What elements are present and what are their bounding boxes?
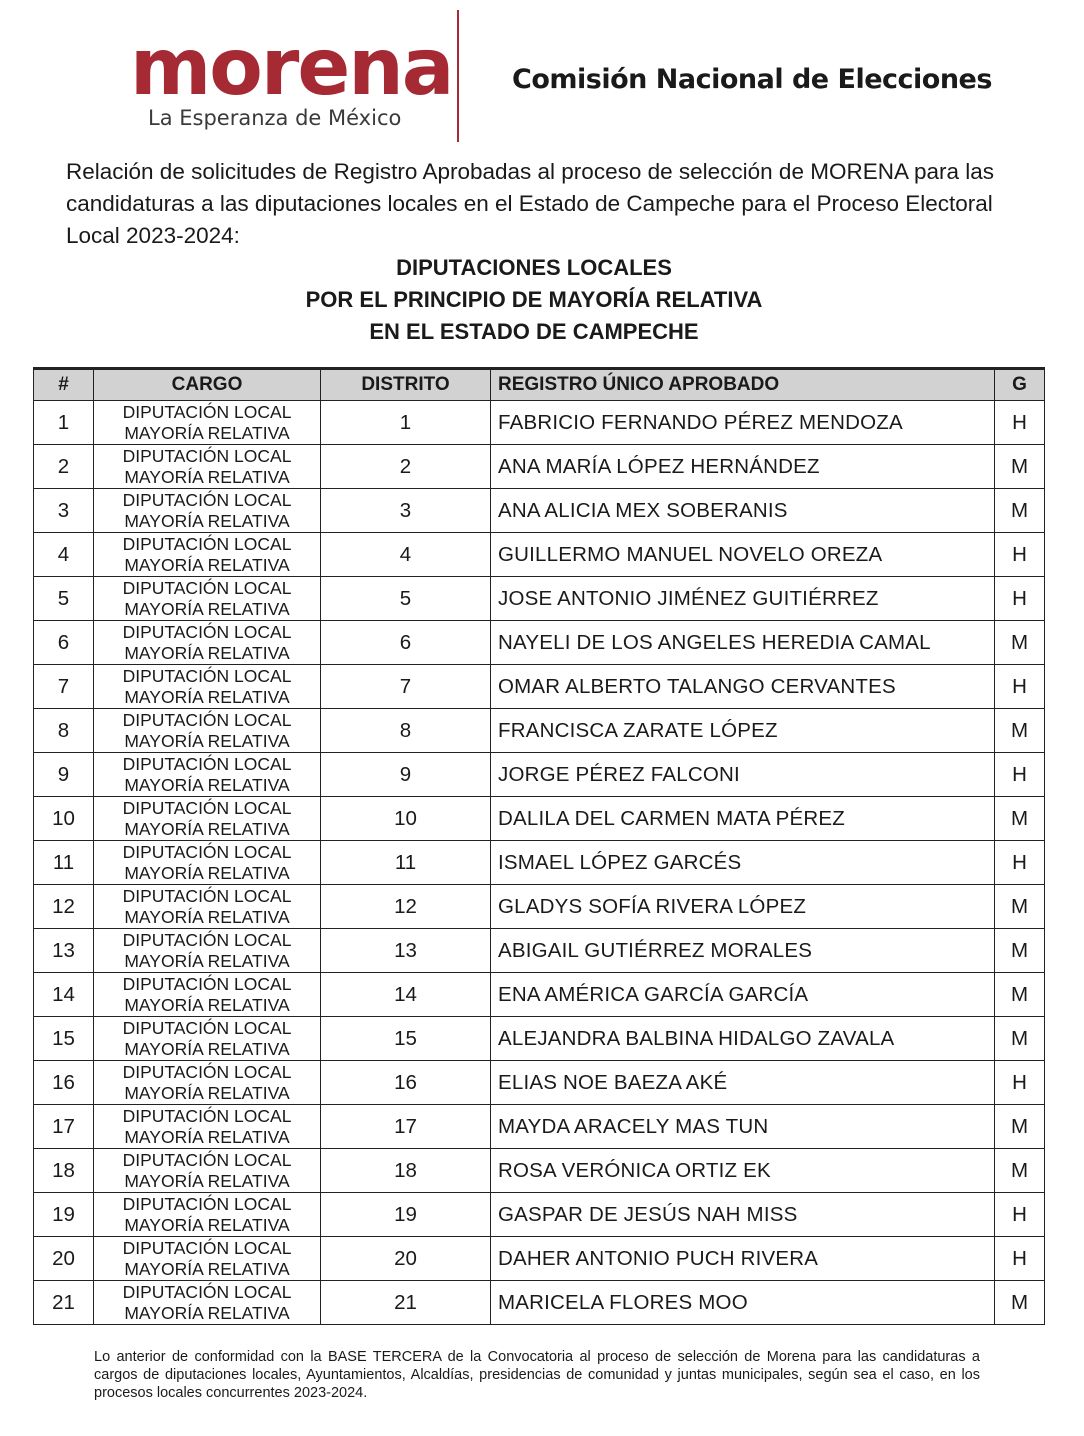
row-cargo bbox=[94, 577, 321, 621]
row-cargo-line-2: MAYORÍA RELATIVA bbox=[124, 642, 290, 663]
row-cargo-line-2: MAYORÍA RELATIVA bbox=[124, 950, 290, 971]
row-gender: H bbox=[995, 1237, 1045, 1281]
row-cargo bbox=[94, 841, 321, 885]
row-gender: H bbox=[995, 1193, 1045, 1237]
table-row bbox=[34, 1281, 1045, 1325]
row-candidate-name: JORGE PÉREZ FALCONI bbox=[491, 753, 995, 797]
table-row bbox=[34, 1237, 1045, 1281]
row-cargo-line-2: MAYORÍA RELATIVA bbox=[124, 466, 290, 487]
row-cargo bbox=[94, 489, 321, 533]
row-cargo bbox=[94, 445, 321, 489]
row-number: 2 bbox=[34, 445, 94, 489]
candidates-table bbox=[33, 367, 1045, 1325]
row-number: 17 bbox=[34, 1105, 94, 1149]
row-candidate-name: OMAR ALBERTO TALANGO CERVANTES bbox=[491, 665, 995, 709]
header-distrito: DISTRITO bbox=[321, 369, 491, 401]
row-gender: H bbox=[995, 753, 1045, 797]
table-row bbox=[34, 577, 1045, 621]
row-cargo bbox=[94, 709, 321, 753]
table-body bbox=[34, 401, 1045, 1325]
row-distrito: 9 bbox=[321, 753, 491, 797]
row-candidate-name: NAYELI DE LOS ANGELES HEREDIA CAMAL bbox=[491, 621, 995, 665]
row-distrito: 11 bbox=[321, 841, 491, 885]
row-cargo-line-1: DIPUTACIÓN LOCAL bbox=[122, 1061, 292, 1082]
row-candidate-name: ABIGAIL GUTIÉRREZ MORALES bbox=[491, 929, 995, 973]
row-gender: M bbox=[995, 1281, 1045, 1325]
header-g: G bbox=[995, 369, 1045, 401]
row-number: 20 bbox=[34, 1237, 94, 1281]
row-cargo bbox=[94, 797, 321, 841]
row-cargo bbox=[94, 753, 321, 797]
row-cargo-line-2: MAYORÍA RELATIVA bbox=[124, 598, 290, 619]
row-cargo-line-1: DIPUTACIÓN LOCAL bbox=[122, 797, 292, 818]
row-distrito: 2 bbox=[321, 445, 491, 489]
row-candidate-name: ELIAS NOE BAEZA AKÉ bbox=[491, 1061, 995, 1105]
row-distrito: 20 bbox=[321, 1237, 491, 1281]
row-candidate-name: MARICELA FLORES MOO bbox=[491, 1281, 995, 1325]
morena-logo: morena bbox=[130, 23, 453, 113]
row-distrito: 1 bbox=[321, 401, 491, 445]
row-cargo-line-1: DIPUTACIÓN LOCAL bbox=[122, 841, 292, 862]
header-cargo: CARGO bbox=[94, 369, 321, 401]
row-gender: H bbox=[995, 533, 1045, 577]
row-cargo-line-2: MAYORÍA RELATIVA bbox=[124, 730, 290, 751]
row-gender: M bbox=[995, 797, 1045, 841]
row-gender: H bbox=[995, 1061, 1045, 1105]
row-gender: M bbox=[995, 929, 1045, 973]
row-cargo-line-1: DIPUTACIÓN LOCAL bbox=[122, 929, 292, 950]
row-gender: M bbox=[995, 621, 1045, 665]
logo-tagline: La Esperanza de México bbox=[148, 106, 402, 130]
row-candidate-name: DAHER ANTONIO PUCH RIVERA bbox=[491, 1237, 995, 1281]
table-row bbox=[34, 1105, 1045, 1149]
row-cargo-line-1: DIPUTACIÓN LOCAL bbox=[122, 533, 292, 554]
row-cargo-line-2: MAYORÍA RELATIVA bbox=[124, 1214, 290, 1235]
table-row bbox=[34, 709, 1045, 753]
title-line-2: POR EL PRINCIPIO DE MAYORÍA RELATIVA bbox=[305, 287, 763, 312]
row-cargo-line-1: DIPUTACIÓN LOCAL bbox=[122, 445, 292, 466]
document-header bbox=[0, 0, 1084, 150]
header-num: # bbox=[34, 369, 94, 401]
row-cargo-line-1: DIPUTACIÓN LOCAL bbox=[122, 577, 292, 598]
row-gender: M bbox=[995, 709, 1045, 753]
row-cargo bbox=[94, 665, 321, 709]
row-candidate-name: MAYDA ARACELY MAS TUN bbox=[491, 1105, 995, 1149]
row-distrito: 8 bbox=[321, 709, 491, 753]
row-number: 9 bbox=[34, 753, 94, 797]
row-candidate-name: ROSA VERÓNICA ORTIZ EK bbox=[491, 1149, 995, 1193]
title-line-1: DIPUTACIONES LOCALES bbox=[396, 255, 672, 280]
row-cargo-line-1: DIPUTACIÓN LOCAL bbox=[122, 973, 292, 994]
table-row bbox=[34, 489, 1045, 533]
table-row bbox=[34, 973, 1045, 1017]
commission-title: Comisión Nacional de Elecciones bbox=[512, 64, 992, 95]
table-row bbox=[34, 401, 1045, 445]
table-row bbox=[34, 797, 1045, 841]
row-gender: M bbox=[995, 1105, 1045, 1149]
row-cargo-line-2: MAYORÍA RELATIVA bbox=[124, 1082, 290, 1103]
row-number: 19 bbox=[34, 1193, 94, 1237]
row-number: 11 bbox=[34, 841, 94, 885]
row-candidate-name: ISMAEL LÓPEZ GARCÉS bbox=[491, 841, 995, 885]
row-cargo-line-2: MAYORÍA RELATIVA bbox=[124, 1302, 290, 1323]
row-distrito: 10 bbox=[321, 797, 491, 841]
row-cargo bbox=[94, 973, 321, 1017]
row-cargo-line-1: DIPUTACIÓN LOCAL bbox=[122, 1017, 292, 1038]
row-cargo bbox=[94, 533, 321, 577]
row-cargo-line-1: DIPUTACIÓN LOCAL bbox=[122, 665, 292, 686]
row-cargo bbox=[94, 1281, 321, 1325]
row-cargo-line-2: MAYORÍA RELATIVA bbox=[124, 1126, 290, 1147]
row-number: 13 bbox=[34, 929, 94, 973]
row-cargo-line-1: DIPUTACIÓN LOCAL bbox=[122, 1105, 292, 1126]
table-row bbox=[34, 1017, 1045, 1061]
row-candidate-name: JOSE ANTONIO JIMÉNEZ GUITIÉRREZ bbox=[491, 577, 995, 621]
row-distrito: 6 bbox=[321, 621, 491, 665]
row-cargo-line-2: MAYORÍA RELATIVA bbox=[124, 1258, 290, 1279]
table-row bbox=[34, 841, 1045, 885]
document-titles bbox=[0, 252, 1068, 348]
row-number: 3 bbox=[34, 489, 94, 533]
row-cargo bbox=[94, 1061, 321, 1105]
row-cargo-line-2: MAYORÍA RELATIVA bbox=[124, 554, 290, 575]
row-cargo-line-2: MAYORÍA RELATIVA bbox=[124, 994, 290, 1015]
row-number: 8 bbox=[34, 709, 94, 753]
row-gender: M bbox=[995, 885, 1045, 929]
table-row bbox=[34, 885, 1045, 929]
row-gender: H bbox=[995, 401, 1045, 445]
row-cargo bbox=[94, 621, 321, 665]
row-cargo-line-2: MAYORÍA RELATIVA bbox=[124, 774, 290, 795]
table-row bbox=[34, 445, 1045, 489]
table-row bbox=[34, 621, 1045, 665]
row-number: 4 bbox=[34, 533, 94, 577]
row-distrito: 19 bbox=[321, 1193, 491, 1237]
table-row bbox=[34, 533, 1045, 577]
row-number: 16 bbox=[34, 1061, 94, 1105]
row-candidate-name: FRANCISCA ZARATE LÓPEZ bbox=[491, 709, 995, 753]
row-number: 10 bbox=[34, 797, 94, 841]
row-distrito: 13 bbox=[321, 929, 491, 973]
row-number: 14 bbox=[34, 973, 94, 1017]
row-number: 12 bbox=[34, 885, 94, 929]
footer-note: Lo anterior de conformidad con la BASE TERCERA de la Convocatoria al proceso de selección de Morena para las candidaturas a cargos de diputaciones locales, Ayuntamientos, Alcaldías, presidencias de comunidad y juntas municipales, según sea el caso, en los procesos locales concurrentes 2023-2024. bbox=[94, 1349, 980, 1401]
row-distrito: 5 bbox=[321, 577, 491, 621]
row-number: 18 bbox=[34, 1149, 94, 1193]
row-distrito: 7 bbox=[321, 665, 491, 709]
intro-paragraph: Relación de solicitudes de Registro Aprobadas al proceso de selección de MORENA para las candidaturas a las diputaciones locales en el Estado de Campeche para el Proceso Electoral Local 2023-2024: bbox=[66, 159, 995, 248]
row-cargo bbox=[94, 401, 321, 445]
row-candidate-name: ENA AMÉRICA GARCÍA GARCÍA bbox=[491, 973, 995, 1017]
row-candidate-name: ANA ALICIA MEX SOBERANIS bbox=[491, 489, 995, 533]
row-gender: H bbox=[995, 841, 1045, 885]
row-distrito: 17 bbox=[321, 1105, 491, 1149]
table-row bbox=[34, 1193, 1045, 1237]
row-cargo-line-1: DIPUTACIÓN LOCAL bbox=[122, 753, 292, 774]
row-cargo bbox=[94, 1017, 321, 1061]
row-cargo-line-2: MAYORÍA RELATIVA bbox=[124, 422, 290, 443]
row-cargo bbox=[94, 929, 321, 973]
row-gender: M bbox=[995, 445, 1045, 489]
row-candidate-name: GASPAR DE JESÚS NAH MISS bbox=[491, 1193, 995, 1237]
row-number: 6 bbox=[34, 621, 94, 665]
row-number: 1 bbox=[34, 401, 94, 445]
row-cargo-line-1: DIPUTACIÓN LOCAL bbox=[122, 401, 292, 422]
row-number: 15 bbox=[34, 1017, 94, 1061]
row-candidate-name: GUILLERMO MANUEL NOVELO OREZA bbox=[491, 533, 995, 577]
row-distrito: 3 bbox=[321, 489, 491, 533]
row-cargo-line-1: DIPUTACIÓN LOCAL bbox=[122, 1193, 292, 1214]
row-gender: H bbox=[995, 665, 1045, 709]
title-line-3: EN EL ESTADO DE CAMPECHE bbox=[369, 319, 699, 344]
row-candidate-name: ALEJANDRA BALBINA HIDALGO ZAVALA bbox=[491, 1017, 995, 1061]
table-row bbox=[34, 1149, 1045, 1193]
row-gender: M bbox=[995, 1149, 1045, 1193]
row-number: 7 bbox=[34, 665, 94, 709]
row-distrito: 4 bbox=[321, 533, 491, 577]
row-number: 21 bbox=[34, 1281, 94, 1325]
table-row bbox=[34, 1061, 1045, 1105]
table-row bbox=[34, 665, 1045, 709]
row-cargo bbox=[94, 1149, 321, 1193]
row-candidate-name: GLADYS SOFÍA RIVERA LÓPEZ bbox=[491, 885, 995, 929]
row-cargo-line-1: DIPUTACIÓN LOCAL bbox=[122, 1237, 292, 1258]
row-distrito: 15 bbox=[321, 1017, 491, 1061]
row-cargo bbox=[94, 1193, 321, 1237]
row-gender: M bbox=[995, 973, 1045, 1017]
row-cargo bbox=[94, 885, 321, 929]
row-distrito: 14 bbox=[321, 973, 491, 1017]
row-distrito: 21 bbox=[321, 1281, 491, 1325]
row-cargo-line-2: MAYORÍA RELATIVA bbox=[124, 1038, 290, 1059]
row-distrito: 12 bbox=[321, 885, 491, 929]
row-gender: H bbox=[995, 577, 1045, 621]
row-cargo-line-2: MAYORÍA RELATIVA bbox=[124, 1170, 290, 1191]
row-candidate-name: DALILA DEL CARMEN MATA PÉREZ bbox=[491, 797, 995, 841]
table-header-row bbox=[34, 369, 1045, 401]
row-cargo-line-1: DIPUTACIÓN LOCAL bbox=[122, 621, 292, 642]
row-candidate-name: FABRICIO FERNANDO PÉREZ MENDOZA bbox=[491, 401, 995, 445]
row-cargo-line-1: DIPUTACIÓN LOCAL bbox=[122, 1281, 292, 1302]
row-cargo-line-1: DIPUTACIÓN LOCAL bbox=[122, 489, 292, 510]
row-distrito: 18 bbox=[321, 1149, 491, 1193]
row-gender: M bbox=[995, 1017, 1045, 1061]
row-number: 5 bbox=[34, 577, 94, 621]
row-cargo bbox=[94, 1105, 321, 1149]
row-cargo-line-2: MAYORÍA RELATIVA bbox=[124, 510, 290, 531]
row-cargo-line-2: MAYORÍA RELATIVA bbox=[124, 686, 290, 707]
row-cargo-line-2: MAYORÍA RELATIVA bbox=[124, 862, 290, 883]
row-gender: M bbox=[995, 489, 1045, 533]
table-row bbox=[34, 929, 1045, 973]
header-registro: REGISTRO ÚNICO APROBADO bbox=[491, 369, 995, 401]
row-cargo-line-2: MAYORÍA RELATIVA bbox=[124, 818, 290, 839]
row-cargo bbox=[94, 1237, 321, 1281]
row-cargo-line-1: DIPUTACIÓN LOCAL bbox=[122, 1149, 292, 1170]
header-divider bbox=[457, 10, 459, 142]
row-candidate-name: ANA MARÍA LÓPEZ HERNÁNDEZ bbox=[491, 445, 995, 489]
row-distrito: 16 bbox=[321, 1061, 491, 1105]
row-cargo-line-1: DIPUTACIÓN LOCAL bbox=[122, 709, 292, 730]
row-cargo-line-1: DIPUTACIÓN LOCAL bbox=[122, 885, 292, 906]
row-cargo-line-2: MAYORÍA RELATIVA bbox=[124, 906, 290, 927]
table-row bbox=[34, 753, 1045, 797]
